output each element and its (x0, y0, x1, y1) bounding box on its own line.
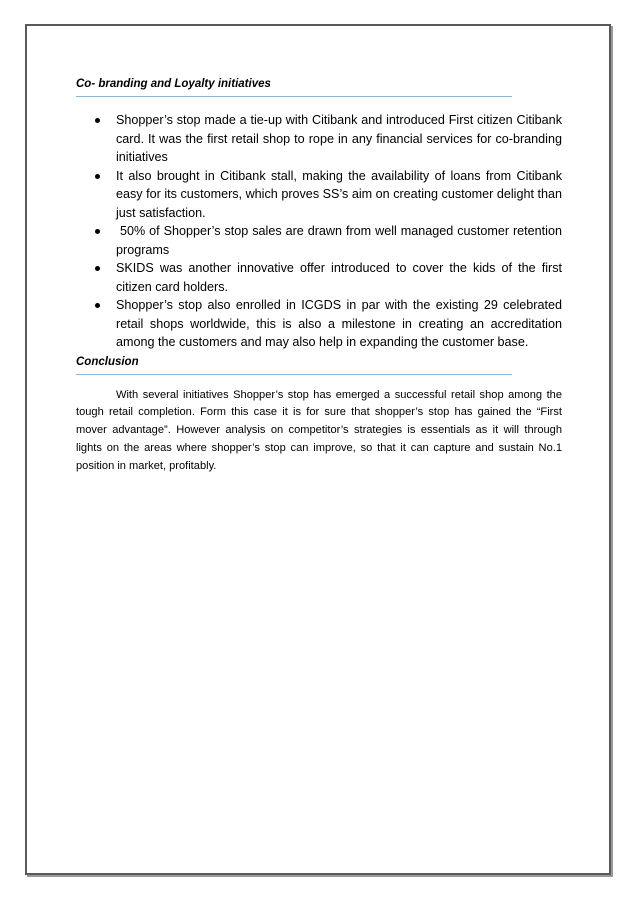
bullet-text: It also brought in Citibank stall, making the availability of loans from Citibank easy for its customers, which proves SS’s aim on creating customer delight than just satisfaction. (116, 168, 562, 220)
conclusion-paragraph: With several initiatives Shopper’s stop has emerged a successful retail shop among the tough retail completion. Form this case it is for sure that shopper’s stop has gained the “First mover advantage”. However analysis on competitor’s strategies is essentials as it will through lights on the areas where shopper’s stop can improve, so that it can capture and sustain No.1 position in market, profitably. (76, 388, 562, 472)
bullet-text: 50% of Shopper’s stop sales are drawn from well managed customer retention programs (116, 224, 566, 257)
bullet-icon (95, 174, 100, 179)
bullet-icon (95, 229, 100, 234)
document-content (76, 76, 566, 487)
bullet-list (76, 111, 566, 352)
bullet-item (76, 259, 562, 296)
bullet-icon (95, 118, 100, 123)
bullet-item (76, 167, 562, 223)
heading-underline (76, 374, 512, 375)
heading-underline (76, 96, 512, 97)
bullet-item (76, 111, 562, 167)
bullet-text: SKIDS was another innovative offer introduced to cover the kids of the first citizen card holders. (116, 261, 562, 294)
bullet-icon (95, 266, 100, 271)
section-heading: Co- branding and Loyalty initiatives (76, 78, 271, 90)
bullet-text: Shopper’s stop made a tie-up with Citibank and introduced First citizen Citibank card. It was the first retail shop to rope in any financial services for co-branding initiatives (116, 113, 562, 164)
section-heading: Conclusion (76, 355, 139, 368)
bullet-item (76, 222, 566, 259)
bullet-item (76, 296, 562, 352)
section-conclusion (76, 354, 562, 476)
section-cobranding (76, 76, 566, 352)
bullet-text: Shopper’s stop also enrolled in ICGDS in par with the existing 29 celebrated retail shops worldwide, this is also a milestone in creating an accreditation among the customers and may also help in expanding the customer base. (116, 298, 562, 349)
bullet-icon (95, 303, 100, 308)
